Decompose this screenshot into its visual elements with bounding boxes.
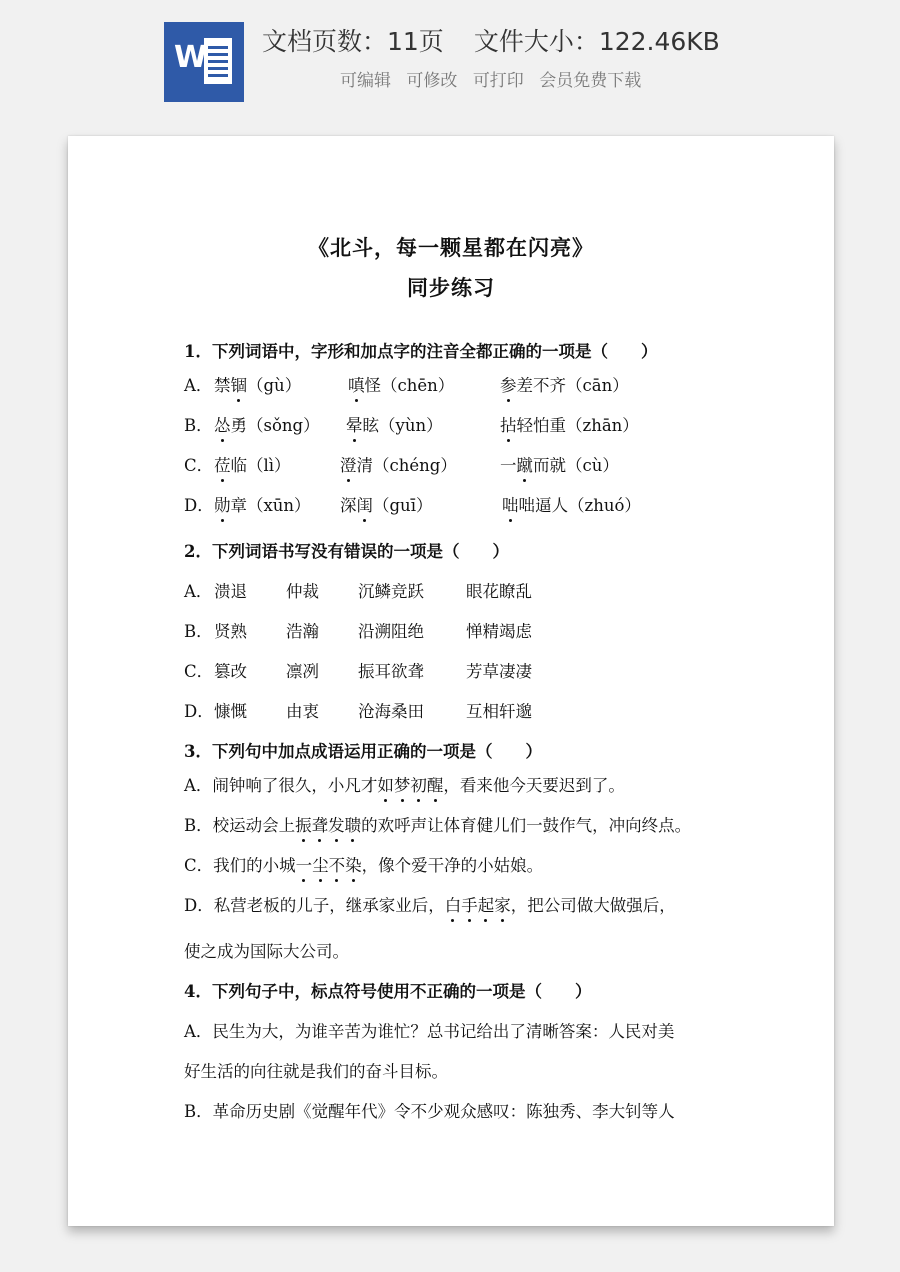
option-item: 莅临（lì） [214, 452, 291, 476]
option-word: 浩瀚 [286, 622, 319, 641]
feature-editable: 可编辑 [340, 71, 391, 91]
dotted-char: 起 [478, 892, 495, 916]
option-label: B． [184, 416, 213, 435]
option-word: 溃退 [214, 582, 247, 601]
q3-stem: 3．下列句中加点成语运用正确的一项是（ ） [184, 742, 542, 761]
option-item: 深闺（guī） [340, 492, 432, 516]
option-item: 澄清（chéng） [340, 452, 457, 476]
dotted-idiom [295, 816, 361, 835]
option-word: 凛冽 [286, 662, 319, 681]
dotted-char: 发 [328, 812, 345, 836]
option-label: B． [184, 816, 213, 835]
dotted-idiom [377, 776, 443, 795]
q1-option-b [184, 412, 639, 436]
word-letter: W [174, 40, 208, 75]
option-word: 芳草凄凄 [466, 662, 532, 681]
doc-subtitle: 同步练习 [407, 275, 495, 300]
q1-option-d [184, 492, 641, 516]
q3-option-a: A．闹钟响了很久，小凡才如梦初醒，看来他今天要迟到了。 [184, 772, 625, 796]
dotted-char: 一 [296, 852, 313, 876]
q1-stem: 1．下列词语中，字形和加点字的注音全都正确的一项是（ ） [184, 342, 658, 361]
option-word: 由衷 [286, 702, 319, 721]
option-word: 慷慨 [214, 702, 247, 721]
option-item: 禁锢（gù） [214, 372, 301, 396]
option-word: 惮精竭虑 [466, 622, 532, 641]
word-icon [164, 22, 244, 102]
option-word: 贤熟 [214, 622, 247, 641]
dotted-char: 梦 [394, 772, 411, 796]
option-label: D． [184, 702, 214, 721]
option-item: 怂勇（sǒng） [214, 412, 320, 436]
option-label: C． [184, 456, 214, 475]
q3-option-d-cont: 使之成为国际大公司。 [184, 942, 349, 961]
option-item: 一蹴而就（cù） [500, 452, 619, 476]
dotted-char: 手 [461, 892, 478, 916]
download-banner [0, 0, 900, 130]
document-page [68, 136, 834, 1226]
q2-option-d [184, 698, 532, 722]
option-label: B． [184, 622, 213, 641]
dotted-char: 如 [377, 772, 394, 796]
option-label: A． [184, 776, 213, 795]
dotted-char: 尘 [312, 852, 329, 876]
q4-option-a-cont: 好生活的向往就是我们的奋斗目标。 [184, 1062, 448, 1081]
q2-option-b [184, 618, 532, 642]
option-word: 眼花瞭乱 [466, 582, 532, 601]
file-size: 文件大小：122.46KB [473, 27, 720, 56]
option-label: B． [184, 1102, 213, 1121]
q2-option-c [184, 658, 532, 682]
option-word: 篡改 [214, 662, 247, 681]
feature-modifiable: 可修改 [406, 71, 458, 91]
option-word: 沉鳞竞跃 [358, 582, 424, 601]
dotted-char: 醒 [427, 772, 444, 796]
doc-title: 《北斗，每一颗星都在闪亮》 [308, 235, 594, 260]
option-label: D． [184, 496, 214, 515]
option-word: 互相轩邈 [466, 702, 532, 721]
dotted-char: 不 [329, 852, 346, 876]
option-word: 振耳欲聋 [358, 662, 424, 681]
dotted-char: 家 [494, 892, 511, 916]
q2-stem: 2．下列词语书写没有错误的一项是（ ） [184, 542, 509, 561]
page-count: 文档页数：11页 [262, 27, 444, 56]
q2-option-a [184, 578, 532, 602]
option-item: 拈轻怕重（zhān） [500, 412, 639, 436]
q4-option-b: B．革命历史剧《觉醒年代》令不少观众感叹：陈独秀、李大钊等人 [184, 1102, 675, 1121]
dotted-idiom [296, 856, 362, 875]
dotted-char: 初 [410, 772, 427, 796]
option-item: 咄咄逼人（zhuó） [502, 492, 641, 516]
feature-printable: 可打印 [472, 71, 524, 91]
dotted-char: 白 [445, 892, 462, 916]
file-info [262, 22, 720, 58]
option-label: A． [184, 376, 213, 395]
q3-option-b: B．校运动会上振聋发聩的欢呼声让体育健儿们一鼓作气，冲向终点。 [184, 812, 691, 836]
option-label: D． [184, 896, 214, 915]
q4-option-a: A．民生为大，为谁辛苦为谁忙？总书记给出了清晰答案：人民对美 [184, 1022, 675, 1041]
option-item: 晕眩（yùn） [346, 412, 443, 436]
feature-free-download: 会员免费下载 [539, 71, 642, 91]
q3-option-c: C．我们的小城一尘不染，像个爱干净的小姑娘。 [184, 852, 543, 876]
word-sheet-icon [204, 38, 232, 84]
option-item: 参差不齐（cān） [500, 372, 629, 396]
dotted-char: 聋 [312, 812, 329, 836]
option-label: C． [184, 662, 214, 681]
option-label: A． [184, 1022, 213, 1041]
q1-option-c [184, 452, 619, 476]
dotted-char: 聩 [345, 812, 362, 836]
q1-option-a [184, 372, 629, 396]
option-word: 仲裁 [286, 582, 319, 601]
option-word: 沧海桑田 [358, 702, 424, 721]
dotted-idiom [445, 896, 511, 915]
option-label: C． [184, 856, 214, 875]
q4-stem: 4．下列句子中，标点符号使用不正确的一项是（ ） [184, 982, 592, 1001]
dotted-char: 染 [345, 852, 362, 876]
option-item: 嗔怪（chēn） [348, 372, 454, 396]
option-word: 沿溯阻绝 [358, 622, 424, 641]
option-label: A． [184, 582, 213, 601]
option-item: 勋章（xūn） [214, 492, 311, 516]
dotted-char: 振 [295, 812, 312, 836]
feature-list [340, 66, 651, 91]
q3-option-d: D．私营老板的儿子，继承家业后，白手起家，把公司做大做强后， [184, 892, 676, 916]
